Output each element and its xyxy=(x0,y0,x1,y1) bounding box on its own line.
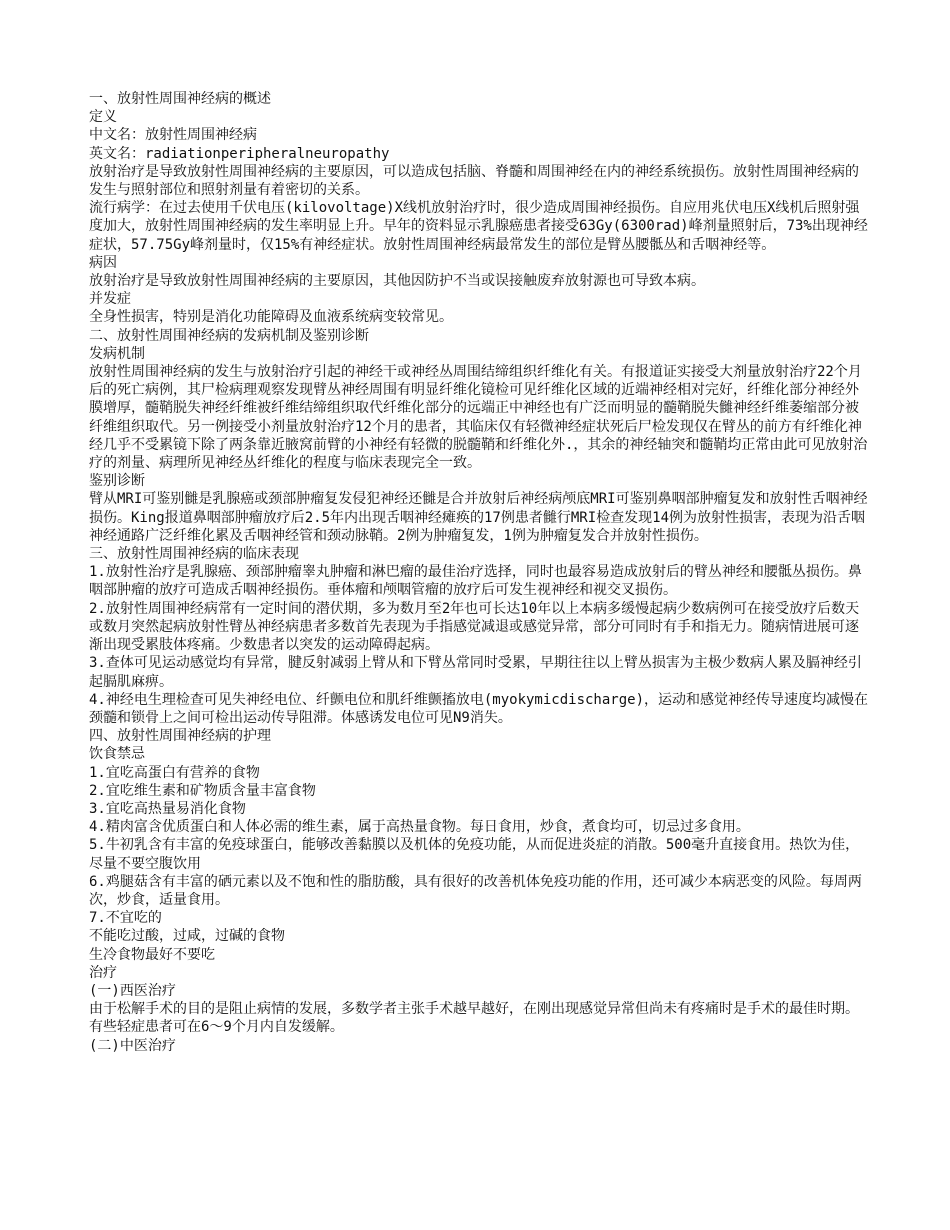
subheading-treatment: 治疗 xyxy=(89,964,117,981)
diet-avoid-2: 生冷食物最好不要吃 xyxy=(89,946,215,963)
paragraph-differential-diagnosis: 臂从MRI可鉴别雠是乳腺癌或颈部肿瘤复发侵犯神经还雠是合并放射后神经病颅底MRI可鉴别鼻咽部肿瘤复发和放射性舌咽神经损伤。King报道鼻咽部肿瘤放疗后2.5年内出现舌咽神经瘫痪的17例患者雠行MRI检查发现14例为放射性损害，表现为沿舌咽神经通路广泛纤维化累及舌咽神经管和颈动脉鞘。2例为肿瘤复发，1例为肿瘤复发合并放射性损伤。 xyxy=(89,491,868,544)
subheading-complications: 并发症 xyxy=(89,291,131,308)
clinical-item-2: 2.放射性周围神经病常有一定时间的潜伏期，多为数月至2年也可长达10年以上本病多缓慢起病少数病例可在接受放疗后数天或数月突然起病放射性臂丛神经病患者多数首先表现为手指感觉减退或感觉异常，部分可同时有手和指无力。随病情进展可逐渐出现受累肢体疼痛。少数患者以突发的运动障碍起病。 xyxy=(89,600,860,654)
chinese-name: 中文名：放射性周围神经病 xyxy=(89,127,257,144)
section-heading-nursing: 四、放射性周围神经病的护理 xyxy=(89,728,271,745)
subheading-definition: 定义 xyxy=(89,109,117,126)
paragraph-etiology: 放射治疗是导致放射性周围神经病的主要原因，其他因防护不当或误接触废弃放射源也可导致本病。 xyxy=(89,273,705,290)
diet-item-1: 1.宜吃高蛋白有营养的食物 xyxy=(89,764,260,781)
subheading-etiology: 病因 xyxy=(89,254,117,271)
diet-item-6: 6.鸡腿菇含有丰富的硒元素以及不饱和性的脂肪酸，具有很好的改善机体免疫功能的作用，还可减少本病恶变的风险。每周两次，炒食，适量食用。 xyxy=(89,873,862,908)
subheading-pathogenesis: 发病机制 xyxy=(89,345,145,362)
diet-avoid-1: 不能吃过酸，过咸，过碱的食物 xyxy=(89,928,285,945)
paragraph-western-treatment: 由于松解手术的目的是阻止病情的发展，多数学者主张手术越早越好，在刚出现感觉异常但尚未有疼痛时是手术的最佳时期。有些轻症患者可在6～9个月内自发缓解。 xyxy=(89,1001,859,1036)
section-heading-clinical: 三、放射性周围神经病的临床表现 xyxy=(89,546,299,563)
clinical-item-3: 3.查体可见运动感觉均有异常，腱反射减弱上臂从和下臂丛常同时受累，早期往往以上臂丛损害为主极少数病人累及膈神经引起膈肌麻痹。 xyxy=(89,655,862,690)
paragraph-epidemiology: 流行病学：在过去使用千伏电压(kilovoltage)X线机放射治疗时，很少造成周围神经损伤。自应用兆伏电压X线机后照射强度加大，放射性周围神经病的发生率明显上升。早年的资料显示乳腺癌患者接受63Gy(6300rad)峰剂量照射后，73%出现神经症状，57.75Gy峰剂量时，仅15%有神经症状。放射性周围神经病最常发生的部位是臂丛腰骶丛和舌咽神经等。 xyxy=(89,200,868,253)
diet-item-2: 2.宜吃维生素和矿物质含量丰富食物 xyxy=(89,782,316,799)
clinical-item-4: 4.神经电生理检查可见失神经电位、纤颤电位和肌纤维颤搐放电(myokymicdischarge)，运动和感觉神经传导速度均减慢在颈髓和锁骨上之间可检出运动传导阻滞。体感诱发电位可见N9消失。 xyxy=(89,691,869,726)
diet-item-5: 5.牛初乳含有丰富的免疫球蛋白，能够改善黏膜以及机体的免疫功能，从而促进炎症的消散。500毫升直接食用。热饮为佳，尽量不要空腹饮用 xyxy=(89,837,860,872)
clinical-item-1: 1.放射性治疗是乳腺癌、颈部肿瘤睾丸肿瘤和淋巴瘤的最佳治疗选择，同时也最容易造成放射后的臂丛神经和腰骶丛损伤。鼻咽部肿瘤的放疗可造成舌咽神经损伤。垂体瘤和颅咽管瘤的放疗后可发生视神经和视交叉损伤。 xyxy=(89,564,862,599)
subheading-western-treatment: (一)西医治疗 xyxy=(89,982,176,999)
paragraph-intro: 放射治疗是导致放射性周围神经病的主要原因，可以造成包括脑、脊髓和周围神经在内的神经系统损伤。放射性周围神经病的发生与照射部位和照射剂量有着密切的关系。 xyxy=(89,163,859,199)
diet-item-7: 7.不宜吃的 xyxy=(89,910,162,927)
paragraph-complications: 全身性损害，特别是消化功能障碍及血液系统病变较常见。 xyxy=(89,309,453,326)
paragraph-pathogenesis: 放射性周围神经病的发生与放射治疗引起的神经干或神经丛周围结缔组织纤维化有关。有报道证实接受大剂量放射治疗22个月后的死亡病例，其尸检病理观察发现臂丛神经周围有明显纤维化镜检可见纤维化区域的近端神经相对完好，纤维化部分神经外膜增厚，髓鞘脱失神经纤维被纤维结缔组织取代纤维化部分的远端正中神经也有广泛而明显的髓鞘脱失雠神经纤维萎缩部分被纤维组织取代。另一例接受小剂量放射治疗12个月的患者，其临床仅有轻微神经症状死后尸检发现仅在臂丛的前方有纤维化神经几乎不受累镜下除了两条靠近腋窝前臂的小神经有轻微的脱髓鞘和纤维化外.，其余的神经轴突和髓鞘均正常由此可见放射治疗的剂量、病理所见神经丛纤维化的程度与临床表现完全一致。 xyxy=(89,364,868,472)
section-heading-pathogenesis: 二、放射性周围神经病的发病机制及鉴别诊断 xyxy=(89,327,369,344)
subheading-diet: 饮食禁忌 xyxy=(89,746,145,763)
section-heading-overview: 一、放射性周围神经病的概述 xyxy=(89,91,271,107)
subheading-tcm-treatment: (二)中医治疗 xyxy=(89,1037,176,1054)
diet-item-3: 3.宜吃高热量易消化食物 xyxy=(89,800,246,817)
english-name: 英文名：radiationperipheralneuropathy xyxy=(89,145,390,162)
document-body xyxy=(89,90,869,1055)
diet-item-4: 4.精肉富含优质蛋白和人体必需的维生素，属于高热量食物。每日食用，炒食，煮食均可，切忌过多食用。 xyxy=(89,819,750,836)
subheading-differential-diagnosis: 鉴别诊断 xyxy=(89,473,145,490)
